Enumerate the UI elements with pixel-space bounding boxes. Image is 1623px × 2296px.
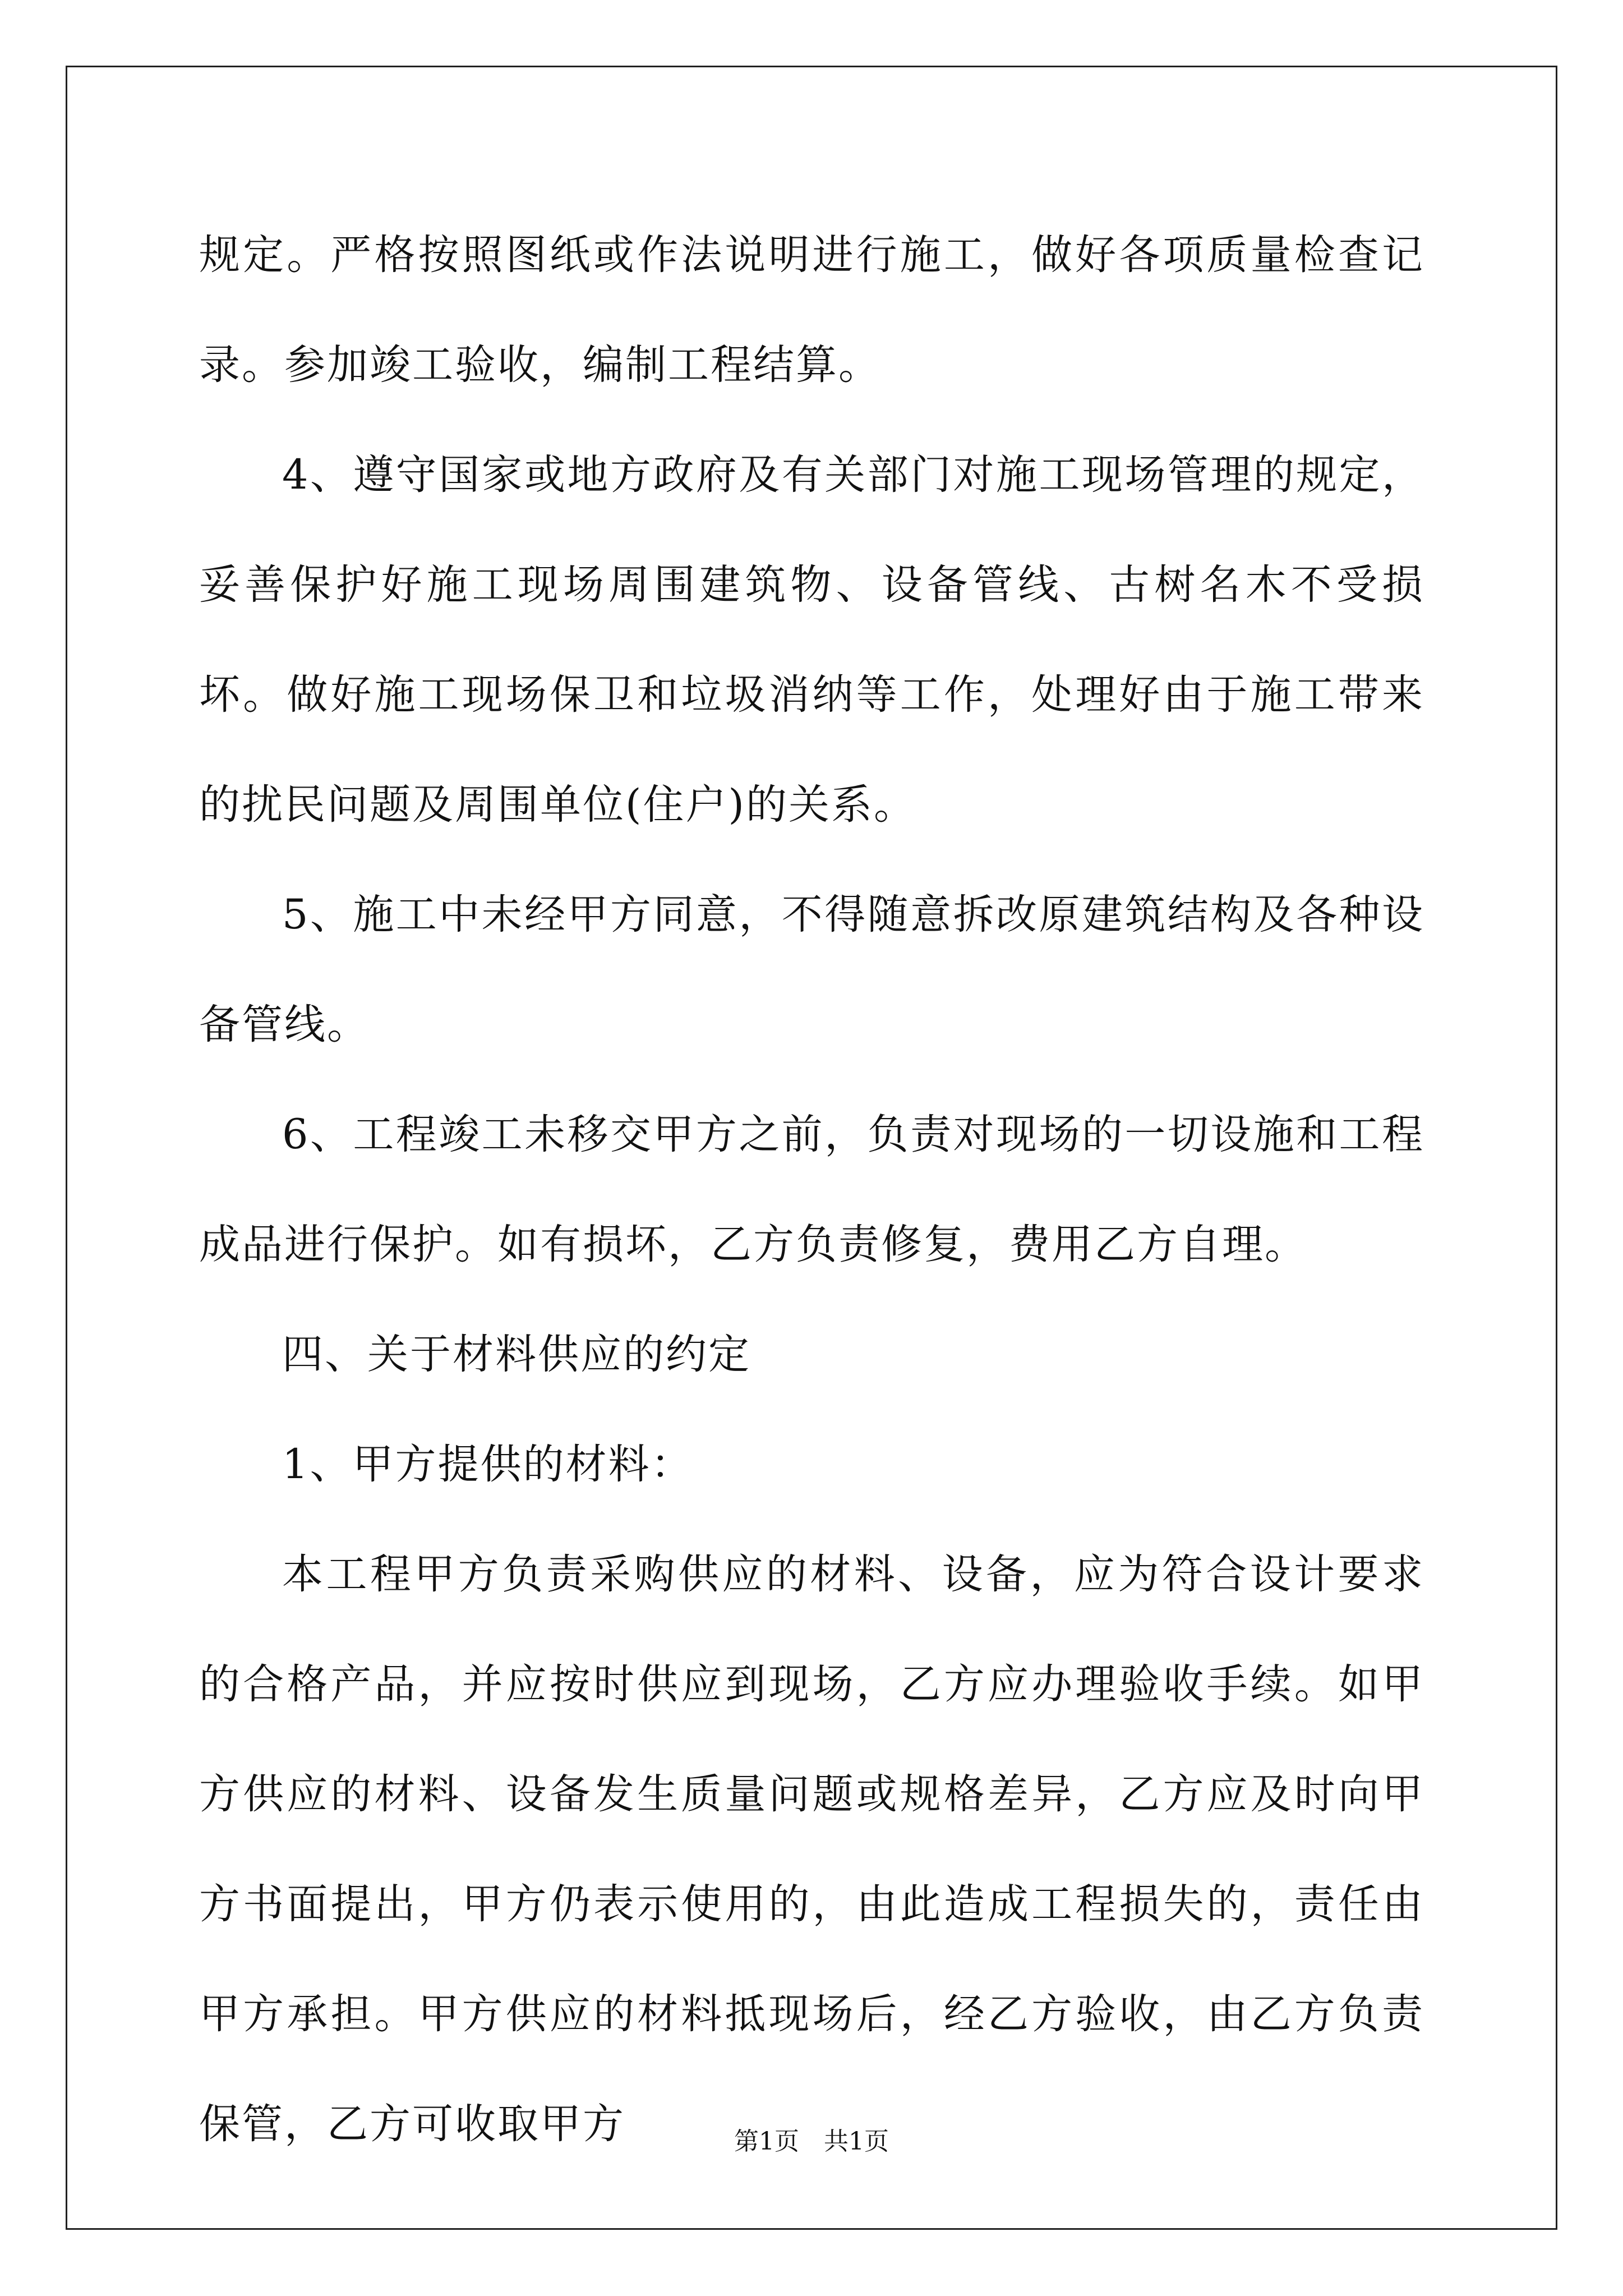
section-heading: 四、关于材料供应的约定 xyxy=(282,1331,751,1378)
paragraph-1: 规定。严格按照图纸或作法说明进行施工，做好各项质量检查记录。参加竣工验收，编制工程结算。 xyxy=(199,231,1424,389)
subsection-heading: 1、甲方提供的材料： xyxy=(282,1441,694,1488)
page-number: 第1页 共1页 xyxy=(734,2127,889,2156)
paragraph-3: 5、施工中未经甲方同意，不得随意拆改原建筑结构及各种设备管线。 xyxy=(199,891,1424,1048)
document-body xyxy=(199,200,1424,2179)
paragraph-7: 本工程甲方负责采购供应的材料、设备，应为符合设计要求的合格产品，并应按时供应到现场，乙方应办理验收手续。如甲方供应的材料、设备发生质量问题或规格差异，乙方应及时向甲方书面提出，甲方仍表示使用的，由此造成工程损失的，责任由甲方承担。甲方供应的材料抵现场后，经乙方验收，由乙方负责保管，乙方可收取甲方 xyxy=(199,1550,1424,2148)
paragraph-4: 6、工程竣工未移交甲方之前，负责对现场的一切设施和工程成品进行保护。如有损坏，乙方负责修复，费用乙方自理。 xyxy=(199,1111,1424,1268)
paragraph-2: 4、遵守国家或地方政府及有关部门对施工现场管理的规定，妥善保护好施工现场周围建筑物、设备管线、古树名木不受损坏。做好施工现场保卫和垃圾消纳等工作，处理好由于施工带来的扰民问题及周围单位(住户)的关系。 xyxy=(199,451,1424,829)
